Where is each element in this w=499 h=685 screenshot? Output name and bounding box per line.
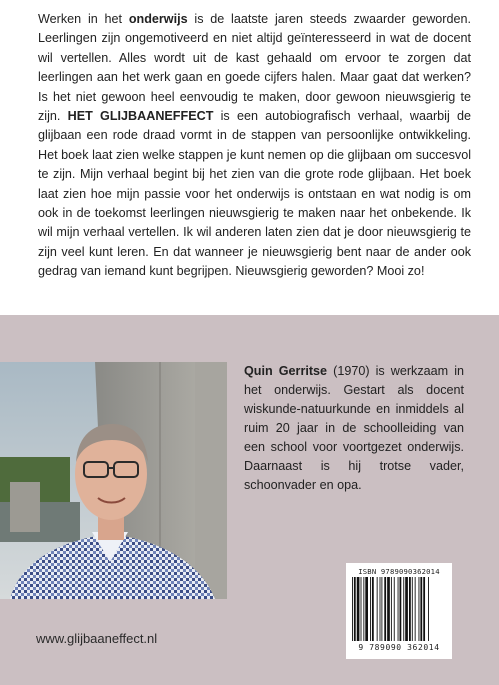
blurb-text: Werken in het <box>38 12 129 26</box>
author-photo-image <box>0 362 227 599</box>
blurb-text: wil vertellen. Alles wordt uit de kast gehaald om ervoor te zorgen dat leerlingen aan het werk gaan en goede cijfers halen. Maar gaat dat werken? Is het niet gewoon heel eenvoudig te maken, door gewoon nieuwsgierig te zijn. <box>38 50 471 124</box>
barcode-bars <box>352 577 446 641</box>
blurb-bold-onderwijs: onderwijs <box>128 12 188 26</box>
isbn-barcode <box>346 563 452 659</box>
back-cover-blurb <box>38 10 471 282</box>
blurb-text: is de laatste jaren steeds zwaarder geworden. Leerlingen zijn ongemotiveerd en niet altijd geïnteresseerd in wat de docent <box>38 12 472 46</box>
author-bio-text: (1970) is werkzaam in het onderwijs. Gestart als docent wiskunde-natuurkunde en inmiddels al ruim 20 jaar in de schoolleiding van een school voor voortgezet onderwijs. Daarnaast is hij trotse vader, schoonvader en opa. <box>244 364 465 492</box>
blurb-section <box>0 0 499 315</box>
isbn-label: ISBN 9789090362014 <box>358 567 440 576</box>
blurb-bold-title: HET GLIJBAANEFFECT <box>67 109 214 124</box>
isbn-digits: 9 789090 362014 <box>358 643 440 652</box>
author-name: Quin Gerritse <box>244 364 328 378</box>
website-url[interactable]: www.glijbaaneffect.nl <box>36 631 158 646</box>
author-section <box>0 315 499 685</box>
author-photo <box>0 362 227 599</box>
blurb-text: is een autobiografisch verhaal, waarbij de glijbaan een rode draad vormt in de stappen van persoonlijke ontwikkeling. Het boek laat zien welke stappen je kunt nemen op die glijbaan om succesvol te zijn. Mijn verhaal begint bij het zien van die grote rode glijbaan. Het boek laat zien hoe mijn passie voor het onderwijs is ontstaan en wat nodig is om ook in de toekomst leerlingen nieuwsgierig te maken naar het onbekende. Ik wil mijn verhaal vertellen. Ik wil anderen laten zien dat je door nieuwsgierig te zijn veel kunt leren. En dat wanneer je nieuwsgierig bent naar de ander ook gedrag van iemand kunt begrijpen. Nieuwsgierig geworden? Mooi zo! <box>38 109 471 279</box>
author-bio <box>244 362 464 495</box>
